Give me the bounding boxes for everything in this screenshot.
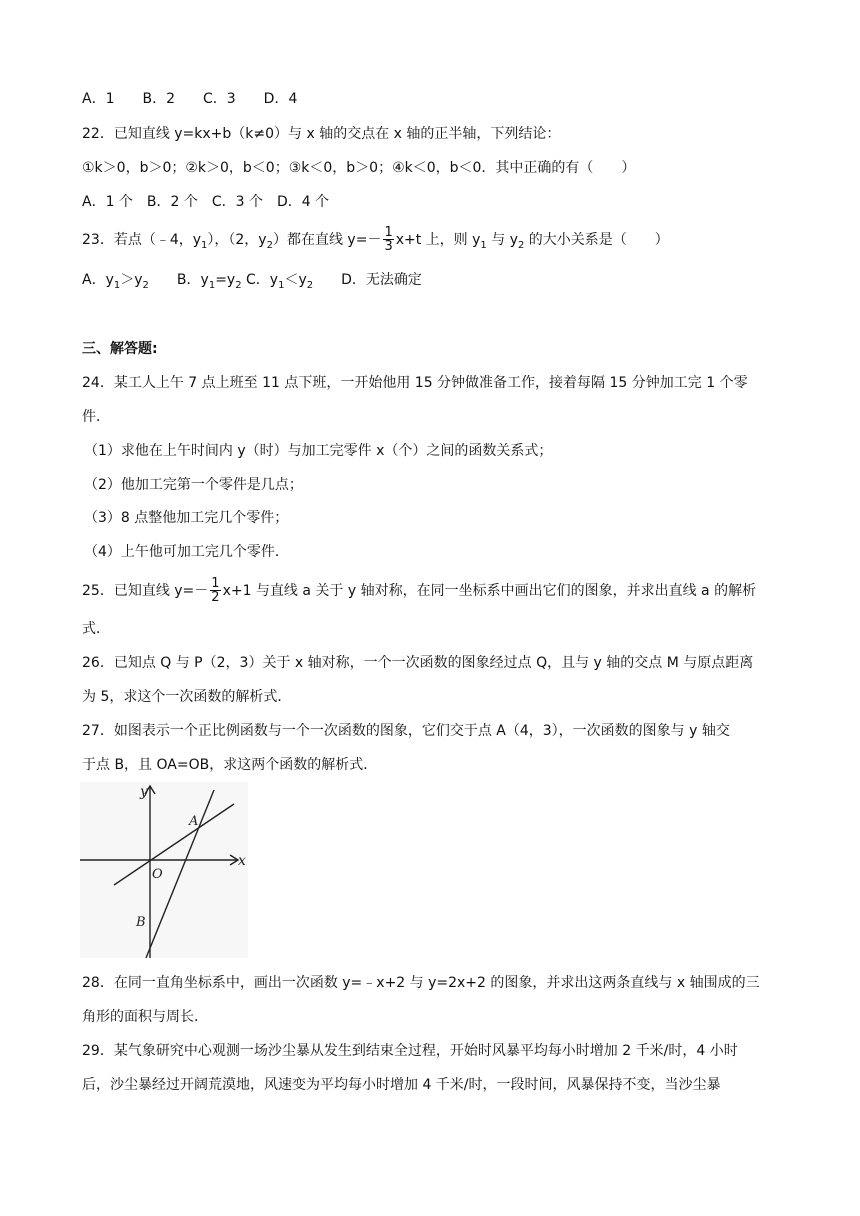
q23-stem xyxy=(82,226,669,260)
q24-part-4: （4）上午他可加工完几个零件． xyxy=(84,544,289,560)
q23-sub: 1 xyxy=(201,239,208,251)
q23-opt-a-pre: A．y xyxy=(82,272,114,288)
q27-line-2: 于点 B，且 OA=OB，求这两个函数的解析式． xyxy=(82,757,378,773)
q21-options: A．1 B．2 C．3 D．4 xyxy=(82,91,298,107)
q27-figure xyxy=(80,782,248,958)
y-axis-label: y xyxy=(140,784,148,800)
q23-sub: 1 xyxy=(278,279,285,291)
q25-line-1 xyxy=(82,577,756,605)
q29-line-2: 后，沙尘暴经过开阔荒漠地，风速变为平均每小时增加 4 千米/时，一段时间，风暴保持不变，当沙尘暴 xyxy=(82,1077,721,1093)
q24-part-2: （2）他加工完第一个零件是几点； xyxy=(84,477,303,493)
q23-opt-b-mid: =y xyxy=(215,272,236,288)
q23-frac-num: 1 xyxy=(384,225,393,240)
q23-sub: 2 xyxy=(306,279,314,291)
q25-fraction xyxy=(210,577,220,605)
point-a-label: A xyxy=(189,814,199,829)
q22-items: ①k＞0，b＞0；②k＞0，b＜0；③k＜0，b＞0；④k＜0，b＜0．其中正确的有（ ） xyxy=(82,160,636,176)
q23-sub: 2 xyxy=(235,279,242,291)
q26-line-2: 为 5，求这个一次函数的解析式． xyxy=(82,689,292,705)
q26-line-1: 26．已知点 Q 与 P（2，3）关于 x 轴对称，一个一次函数的图象经过点 Q，且与 y 轴的交点 M 与原点距离 xyxy=(82,655,754,671)
q25-text-post: x+1 与直线 a 关于 y 轴对称，在同一坐标系中画出它们的图象，并求出直线 a 的解析 xyxy=(222,583,757,599)
q23-text-4: x+t 上，则 y xyxy=(395,232,481,248)
q24-stem-1: 24．某工人上午 7 点上班至 11 点下班，一开始他用 15 分钟做准备工作，接着每隔 15 分钟加工完 1 个零 xyxy=(82,375,748,391)
q23-sub: 1 xyxy=(113,279,121,291)
q23-opt-c-mid: ＜y xyxy=(284,272,307,288)
q29-line-1: 29．某气象研究中心观测一场沙尘暴从发生到结束全过程，开始时风暴平均每小时增加 2 千米/时，4 小时 xyxy=(82,1043,738,1059)
proportional-function-line xyxy=(114,804,234,885)
q23-opt-c-pre: C．y xyxy=(241,272,279,288)
q28-line-2: 角形的面积与周长． xyxy=(82,1009,208,1025)
q25-text-pre: 25．已知直线 y= xyxy=(82,583,195,599)
q23-options xyxy=(82,270,422,296)
q23-opt-a-mid: ＞y xyxy=(120,272,143,288)
q23-sub: 1 xyxy=(208,279,216,291)
q23-sub: 2 xyxy=(517,239,525,251)
q23-minus: － xyxy=(367,232,382,248)
section-heading: 三、解答题: xyxy=(82,341,158,357)
q22-options: A．1 个 B．2 个 C．3 个 D．4 个 xyxy=(82,194,330,210)
q27-line-1: 27．如图表示一个正比例函数与一个一次函数的图象，它们交于点 A（4，3），一次函数的图象与 y 轴交 xyxy=(82,723,730,739)
q23-text-5: 与 y xyxy=(486,232,518,248)
q25-frac-den: 2 xyxy=(211,590,220,605)
q24-stem-2: 件． xyxy=(82,409,110,425)
q24-part-3: （3）8 点整他加工完几个零件； xyxy=(84,510,289,526)
q23-frac-den: 3 xyxy=(384,239,393,254)
q25-minus: － xyxy=(194,583,209,599)
q23-fraction xyxy=(383,226,393,254)
q23-text-2: ），（2，y xyxy=(207,232,267,248)
q23-text-6: 的大小关系是（ ） xyxy=(524,232,669,248)
q23-opt-b-pre: B．y xyxy=(148,272,209,288)
q23-sub: 1 xyxy=(480,239,487,251)
q22-stem: 22．已知直线 y=kx+b（k≠0）与 x 轴的交点在 x 轴的正半轴，下列结论： xyxy=(82,126,561,142)
q23-text-3: ）都在直线 y= xyxy=(272,232,368,248)
origin-label: O xyxy=(152,867,163,882)
q23-text-1: 23．若点（﹣4，y xyxy=(82,232,202,248)
point-b-label: B xyxy=(136,915,146,930)
q23-sub: 2 xyxy=(266,239,273,251)
q25-line-2: 式． xyxy=(82,621,110,637)
q24-part-1: （1）求他在上午时间内 y（时）与加工完零件 x（个）之间的函数关系式； xyxy=(84,443,553,459)
x-axis-label: x xyxy=(238,853,246,869)
q23-opt-d: D．无法确定 xyxy=(313,272,422,288)
q23-sub: 2 xyxy=(142,279,149,291)
q28-line-1: 28．在同一直角坐标系中，画出一次函数 y=﹣x+2 与 y=2x+2 的图象，并求出这两条直线与 x 轴围成的三 xyxy=(82,975,760,991)
q25-frac-num: 1 xyxy=(211,576,220,591)
